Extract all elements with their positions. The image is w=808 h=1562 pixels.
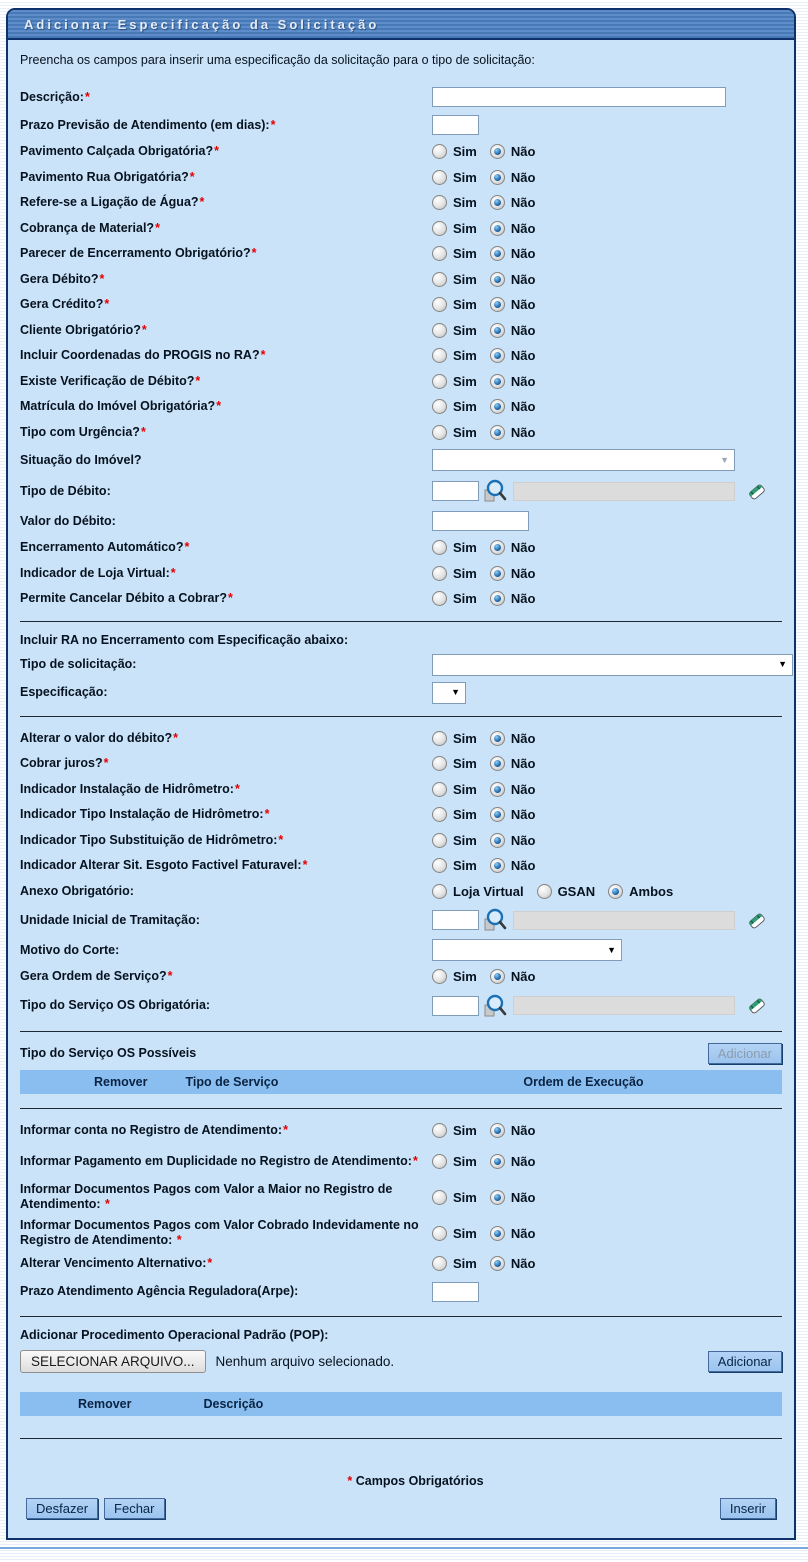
field-row-informar-conta: Informar conta no Registro de Atendimento:* Sim Não — [20, 1122, 536, 1138]
valor-debito-input[interactable] — [432, 511, 529, 531]
required-fields-note: * Campos Obrigatórios — [347, 1473, 484, 1488]
gera-debito-sim-radio[interactable] — [432, 272, 447, 287]
search-icon[interactable] — [483, 479, 507, 503]
tipo-solicitacao-select[interactable] — [432, 654, 793, 676]
gera-os-nao-radio[interactable] — [490, 969, 505, 984]
field-row-valor-debito: Valor do Débito: — [18, 507, 784, 535]
ind-tipo-instalacao-hidrometro-sim-radio[interactable] — [432, 807, 447, 822]
field-row-situacao-imovel: Situação do Imóvel? ▼ — [18, 445, 784, 475]
informar-doc-maior-nao-radio[interactable] — [490, 1190, 505, 1205]
ind-alterar-esgoto-sim-radio[interactable] — [432, 858, 447, 873]
field-row-gera-debito: Gera Débito?* Sim Não — [20, 271, 536, 287]
alterar-vencimento-sim-radio[interactable] — [432, 1256, 447, 1271]
section-divider — [20, 621, 782, 622]
descricao-input[interactable] — [432, 87, 726, 107]
prazo-arpe-input[interactable] — [432, 1282, 479, 1302]
eraser-icon[interactable] — [746, 995, 767, 1016]
tipo-debito-description-field — [513, 482, 735, 501]
page-title: Adicionar Especificação da Solicitação — [24, 16, 380, 32]
ligacao-agua-nao-radio[interactable] — [490, 195, 505, 210]
ind-tipo-instalacao-hidrometro-nao-radio[interactable] — [490, 807, 505, 822]
coordenadas-progis-sim-radio[interactable] — [432, 348, 447, 363]
field-row-pavimento-calcada: Pavimento Calçada Obrigatória?* Sim Não — [20, 144, 536, 160]
eraser-icon[interactable] — [746, 481, 767, 502]
field-row-anexo-obrigatorio: Anexo Obrigatório: Loja Virtual GSAN Ambos — [20, 883, 674, 899]
file-status-text: Nenhum arquivo selecionado. — [215, 1354, 395, 1369]
service-col-remover: Remover — [94, 1074, 148, 1089]
encerramento-automatico-sim-radio[interactable] — [432, 540, 447, 555]
field-row-verificacao-debito: Existe Verificação de Débito?* Sim Não — [20, 373, 536, 389]
service-table-title-row — [18, 1041, 784, 1070]
field-row-prazo-previsao: Prazo Previsão de Atendimento (em dias):* — [18, 111, 784, 139]
pop-col-descricao: Descrição — [203, 1396, 264, 1411]
informar-doc-indevido-sim-radio[interactable] — [432, 1226, 447, 1241]
field-row-prazo-arpe: Prazo Atendimento Agência Reguladora(Arpe): — [18, 1277, 784, 1307]
section-divider — [20, 1031, 782, 1032]
anexo-gsan-radio[interactable] — [537, 884, 552, 899]
especificacao-select[interactable] — [432, 682, 466, 704]
informar-doc-maior-sim-radio[interactable] — [432, 1190, 447, 1205]
field-row-gera-os: Gera Ordem de Serviço?* Sim Não — [20, 969, 536, 985]
section-divider — [20, 1438, 782, 1439]
tipo-debito-code-input[interactable] — [432, 481, 479, 501]
field-row-encerramento-automatico: Encerramento Automático?* Sim Não — [20, 540, 536, 556]
pavimento-rua-nao-radio[interactable] — [490, 170, 505, 185]
unidade-inicial-code-input[interactable] — [432, 910, 479, 930]
pop-section-label: Adicionar Procedimento Operacional Padrão (POP): — [20, 1327, 329, 1342]
cobranca-material-nao-radio[interactable] — [490, 221, 505, 236]
cancelar-debito-sim-radio[interactable] — [432, 591, 447, 606]
alterar-valor-debito-sim-radio[interactable] — [432, 731, 447, 746]
prazo-previsao-label: Prazo Previsão de Atendimento (em dias): — [20, 117, 270, 132]
field-row-gera-credito: Gera Crédito?* Sim Não — [20, 297, 536, 313]
tipo-urgencia-sim-radio[interactable] — [432, 425, 447, 440]
parecer-encerramento-sim-radio[interactable] — [432, 246, 447, 261]
pop-table-header — [20, 1392, 782, 1416]
page-bottom-divider — [0, 1547, 808, 1549]
anexo-loja-virtual-radio[interactable] — [432, 884, 447, 899]
tipo-servico-os-code-input[interactable] — [432, 996, 479, 1016]
section-divider — [20, 1316, 782, 1317]
gera-os-sim-radio[interactable] — [432, 969, 447, 984]
alterar-vencimento-nao-radio[interactable] — [490, 1256, 505, 1271]
cliente-obrigatorio-nao-radio[interactable] — [490, 323, 505, 338]
pavimento-calcada-nao-radio[interactable] — [490, 144, 505, 159]
alterar-valor-debito-nao-radio[interactable] — [490, 731, 505, 746]
field-row-informar-doc-maior: Informar Documentos Pagos com Valor a Maior no Registro de Atendimento: * Sim Não — [20, 1182, 536, 1211]
pavimento-calcada-sim-radio[interactable] — [432, 144, 447, 159]
field-row-tipo-debito: Tipo de Débito: — [18, 475, 784, 507]
field-row-tipo-urgencia: Tipo com Urgência?* Sim Não — [20, 424, 536, 440]
field-row-ligacao-agua: Refere-se a Ligação de Água?* Sim Não — [20, 195, 536, 211]
ind-alterar-esgoto-nao-radio[interactable] — [490, 858, 505, 873]
service-table-header — [20, 1070, 782, 1094]
cliente-obrigatorio-sim-radio[interactable] — [432, 323, 447, 338]
loja-virtual-sim-radio[interactable] — [432, 566, 447, 581]
cobrar-juros-sim-radio[interactable] — [432, 756, 447, 771]
field-row-matricula-imovel: Matrícula do Imóvel Obrigatória?* Sim Não — [20, 399, 536, 415]
insert-button[interactable]: Inserir — [720, 1498, 776, 1519]
coordenadas-progis-nao-radio[interactable] — [490, 348, 505, 363]
field-row-ind-instalacao-hidrometro: Indicador Instalação de Hidrômetro:* Sim Não — [20, 781, 536, 797]
field-row-cobrar-juros: Cobrar juros?* Sim Não — [20, 756, 536, 772]
verificacao-debito-nao-radio[interactable] — [490, 374, 505, 389]
window-title-bar — [8, 10, 794, 40]
ind-tipo-substituicao-hidrometro-nao-radio[interactable] — [490, 833, 505, 848]
incluir-ra-section-label: Incluir RA no Encerramento com Especificação abaixo: — [20, 632, 349, 647]
tipo-urgencia-nao-radio[interactable] — [490, 425, 505, 440]
service-add-button[interactable]: Adicionar — [708, 1043, 782, 1064]
informar-conta-sim-radio[interactable] — [432, 1123, 447, 1138]
pop-col-remover: Remover — [78, 1396, 132, 1411]
eraser-icon[interactable] — [746, 910, 767, 931]
cobranca-material-sim-radio[interactable] — [432, 221, 447, 236]
service-table-title: Tipo do Serviço OS Possíveis — [20, 1046, 197, 1060]
ind-instalacao-hidrometro-sim-radio[interactable] — [432, 782, 447, 797]
cobrar-juros-nao-radio[interactable] — [490, 756, 505, 771]
ind-instalacao-hidrometro-nao-radio[interactable] — [490, 782, 505, 797]
field-row-descricao: Descrição:* — [18, 83, 784, 111]
field-row-cliente-obrigatorio: Cliente Obrigatório?* Sim Não — [20, 322, 536, 338]
service-col-ordem-execucao: Ordem de Execução — [523, 1074, 644, 1089]
field-row-coordenadas-progis: Incluir Coordenadas do PROGIS no RA?* Sim Não — [20, 348, 536, 364]
informar-doc-indevido-nao-radio[interactable] — [490, 1226, 505, 1241]
situacao-imovel-select[interactable] — [432, 449, 735, 471]
cancelar-debito-nao-radio[interactable] — [490, 591, 505, 606]
field-row-cobranca-material: Cobrança de Material?* Sim Não — [20, 220, 536, 236]
file-select-button[interactable]: SELECIONAR ARQUIVO... — [20, 1350, 206, 1373]
footer-button-bar — [18, 1488, 784, 1519]
field-row-informar-doc-indevido: Informar Documentos Pagos com Valor Cobrado Indevidamente no Registro de Atendimento: * Sim Não — [20, 1218, 536, 1247]
parecer-encerramento-nao-radio[interactable] — [490, 246, 505, 261]
motivo-corte-select[interactable] — [432, 939, 622, 961]
undo-button[interactable]: Desfazer — [26, 1498, 98, 1519]
close-button[interactable]: Fechar — [104, 1498, 164, 1519]
informar-conta-nao-radio[interactable] — [490, 1123, 505, 1138]
chevron-down-icon: ▼ — [451, 687, 460, 697]
anexo-ambos-radio[interactable] — [608, 884, 623, 899]
matricula-imovel-sim-radio[interactable] — [432, 399, 447, 414]
field-row-ind-alterar-esgoto: Indicador Alterar Sit. Esgoto Factivel Faturavel:* Sim Não — [20, 858, 536, 874]
pop-upload-row — [18, 1346, 784, 1378]
unidade-inicial-description-field — [513, 911, 735, 930]
pavimento-rua-sim-radio[interactable] — [432, 170, 447, 185]
field-row-ind-tipo-substituicao-hidrometro: Indicador Tipo Substituição de Hidrômetro:* Sim Não — [20, 832, 536, 848]
tipo-servico-os-description-field — [513, 996, 735, 1015]
gera-credito-nao-radio[interactable] — [490, 297, 505, 312]
chevron-down-icon: ▼ — [778, 659, 787, 669]
gera-debito-nao-radio[interactable] — [490, 272, 505, 287]
loja-virtual-nao-radio[interactable] — [490, 566, 505, 581]
field-row-loja-virtual: Indicador de Loja Virtual:* Sim Não — [20, 565, 536, 581]
encerramento-automatico-nao-radio[interactable] — [490, 540, 505, 555]
field-row-informar-pagamento: Informar Pagamento em Duplicidade no Registro de Atendimento:* Sim Não — [20, 1153, 536, 1169]
field-row-pavimento-rua: Pavimento Rua Obrigatória?* Sim Não — [20, 169, 536, 185]
ind-tipo-substituicao-hidrometro-sim-radio[interactable] — [432, 833, 447, 848]
chevron-down-icon: ▼ — [607, 944, 616, 955]
gera-credito-sim-radio[interactable] — [432, 297, 447, 312]
ligacao-agua-sim-radio[interactable] — [432, 195, 447, 210]
search-icon[interactable] — [483, 908, 507, 932]
field-row-ind-tipo-instalacao-hidrometro: Indicador Tipo Instalação de Hidrômetro:* Sim Não — [20, 807, 536, 823]
matricula-imovel-nao-radio[interactable] — [490, 399, 505, 414]
chevron-down-icon: ▼ — [720, 454, 729, 465]
section-divider — [20, 716, 782, 717]
field-row-parecer-encerramento: Parecer de Encerramento Obrigatório?* Sim Não — [20, 246, 536, 262]
add-specification-window — [6, 8, 796, 1540]
field-row-alterar-valor-debito: Alterar o valor do débito?* Sim Não — [20, 730, 536, 746]
informar-pagamento-sim-radio[interactable] — [432, 1154, 447, 1169]
field-row-unidade-inicial: Unidade Inicial de Tramitação: — [18, 904, 784, 936]
intro-text: Preencha os campos para inserir uma especificação da solicitação para o tipo de solicitação: — [20, 53, 535, 67]
field-row-tipo-solicitacao: Tipo de solicitação: ▼ — [18, 651, 784, 679]
field-row-tipo-servico-os: Tipo do Serviço OS Obrigatória: — [18, 990, 784, 1022]
field-row-especificacao: Especificação: ▼ — [18, 679, 784, 707]
search-icon[interactable] — [483, 994, 507, 1018]
prazo-previsao-input[interactable] — [432, 115, 479, 135]
verificacao-debito-sim-radio[interactable] — [432, 374, 447, 389]
section-divider — [20, 1108, 782, 1109]
service-col-tipo-servico: Tipo de Serviço — [185, 1074, 279, 1089]
field-row-motivo-corte: Motivo do Corte: ▼ — [18, 936, 784, 964]
field-row-cancelar-debito: Permite Cancelar Débito a Cobrar?* Sim Não — [20, 591, 536, 607]
informar-pagamento-nao-radio[interactable] — [490, 1154, 505, 1169]
field-row-alterar-vencimento: Alterar Vencimento Alternativo:* Sim Não — [20, 1256, 536, 1272]
descricao-label: Descrição: — [20, 89, 84, 104]
pop-add-button[interactable]: Adicionar — [708, 1351, 782, 1372]
